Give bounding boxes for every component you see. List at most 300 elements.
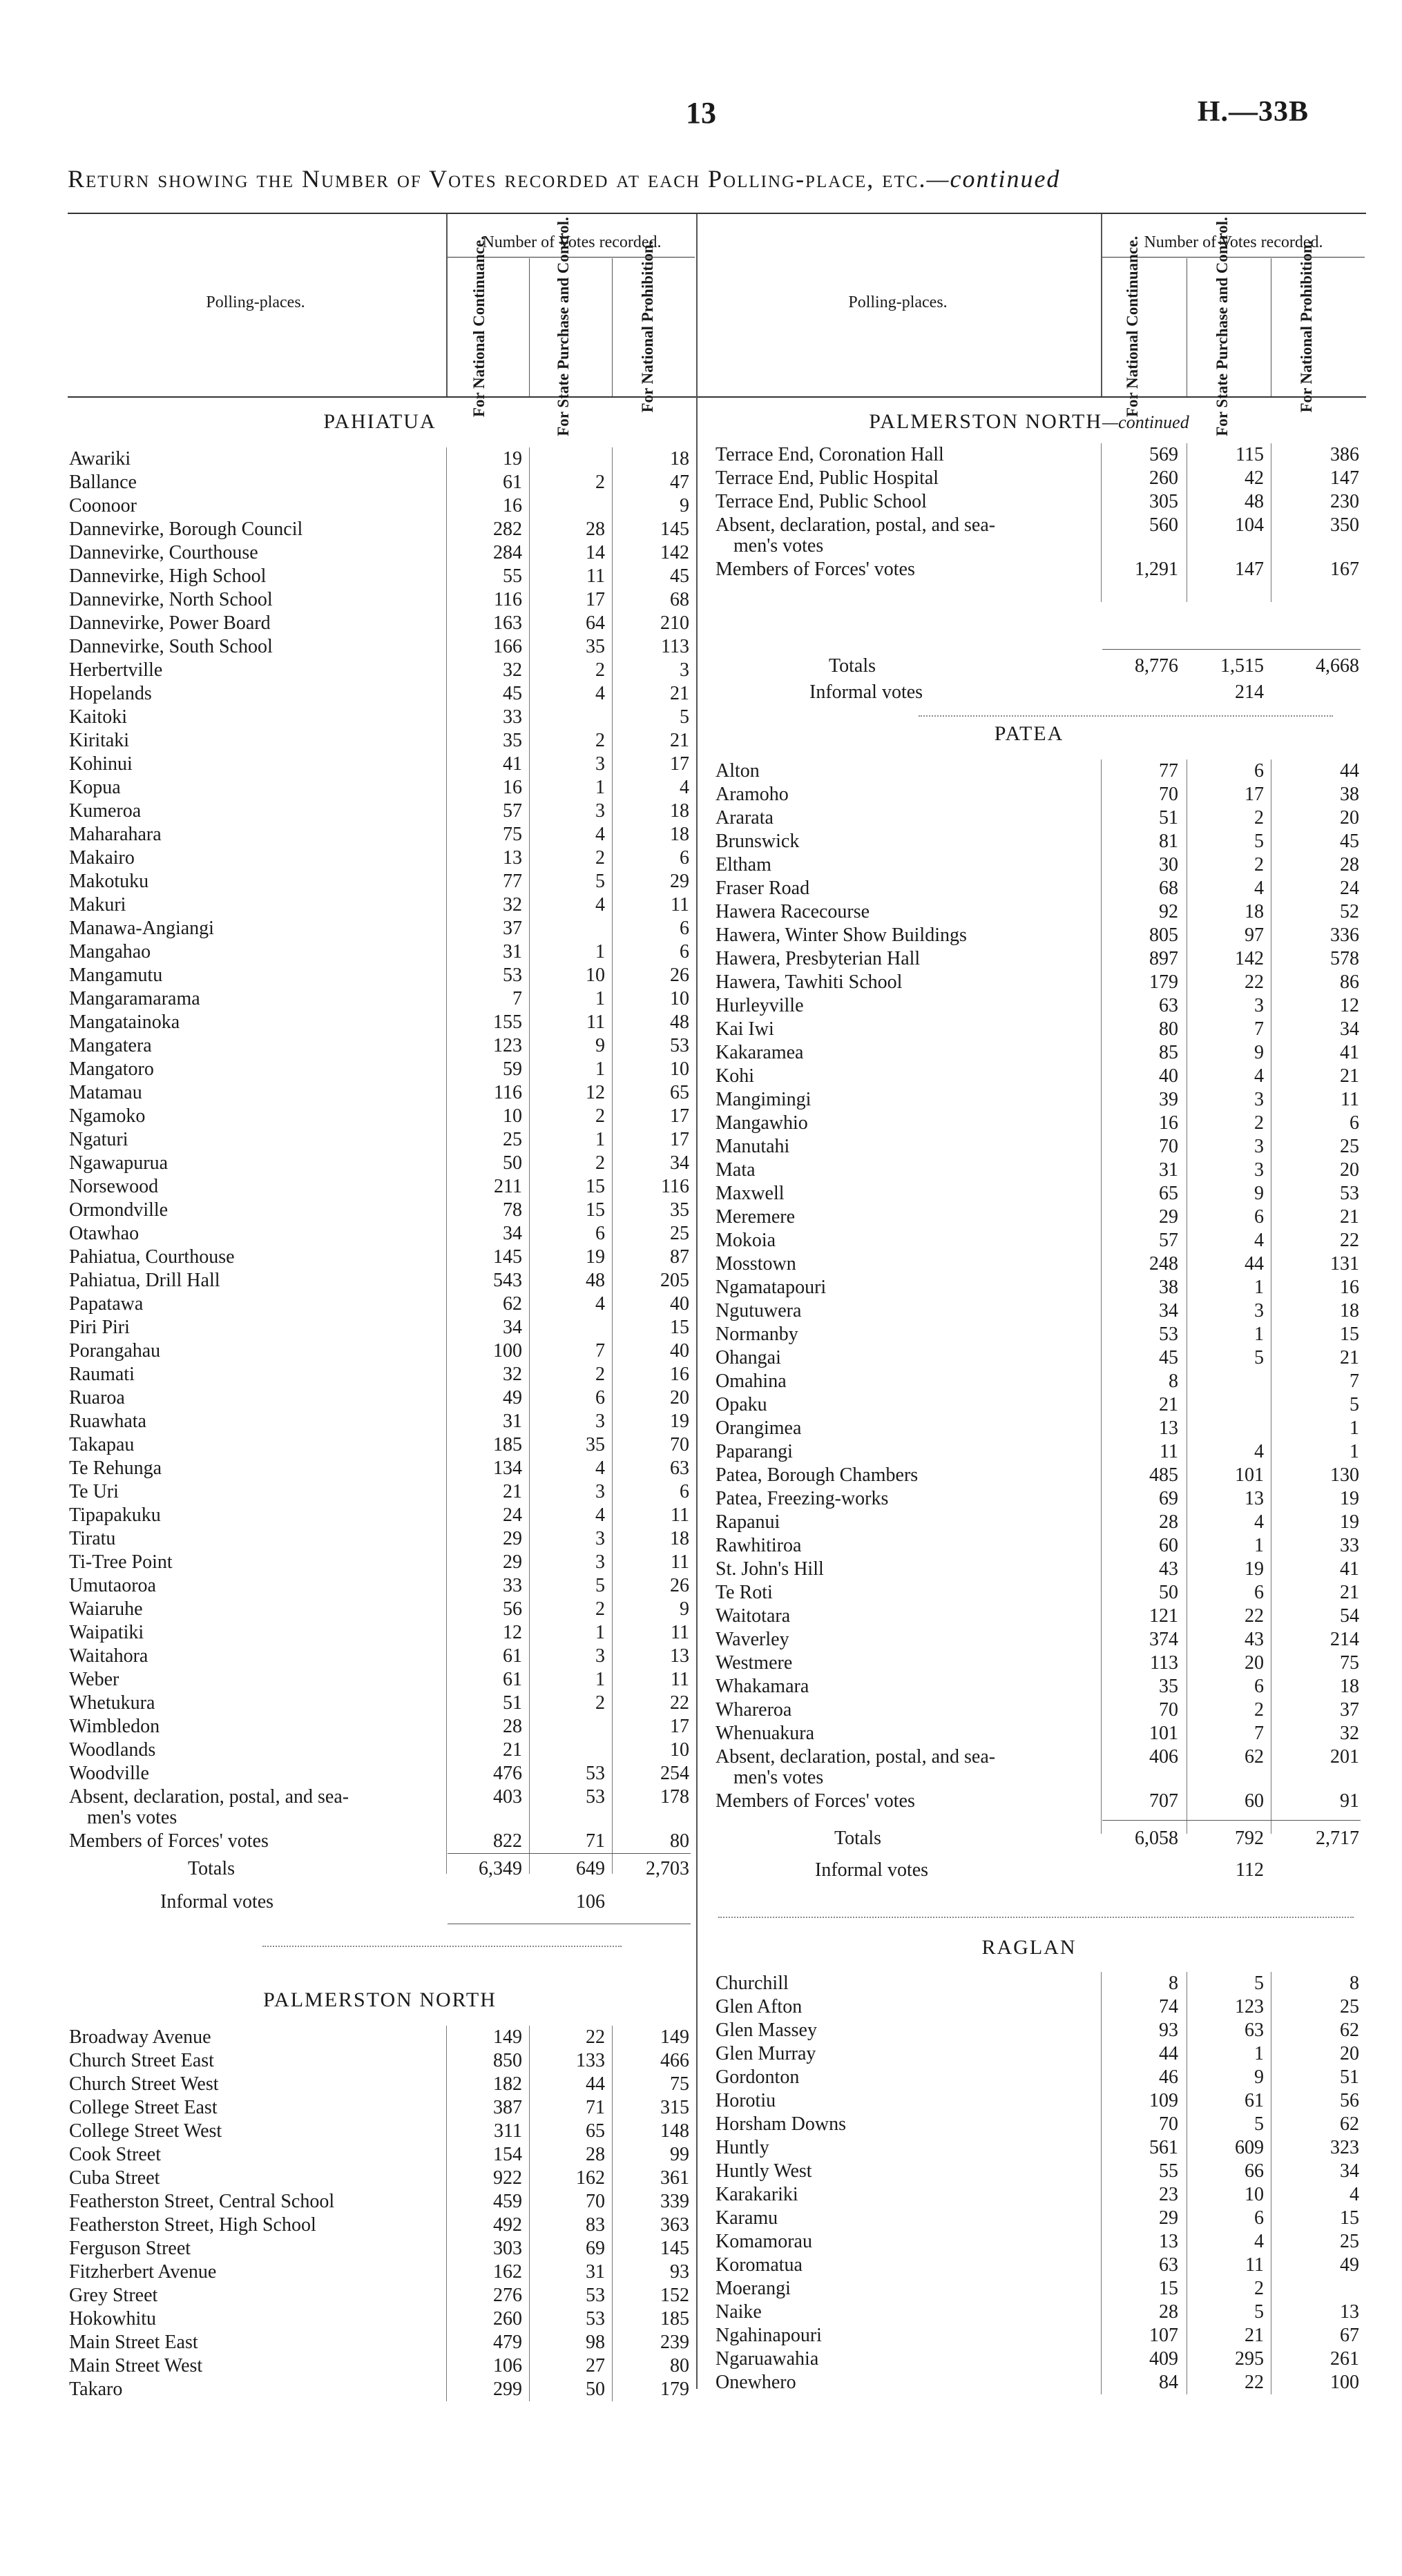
continuance-value: 28 [503,1716,522,1737]
patea-row [716,1229,1365,1252]
pahiatua-row [69,846,691,870]
continuance-value: 65 [1159,1183,1178,1204]
raglan-row [716,2089,1365,2113]
continuance-value: 53 [503,965,522,986]
prohibition-value: 1 [1350,1417,1359,1439]
state-purchase-value: 53 [586,2285,605,2306]
state-purchase-value: 4 [1254,1441,1264,1462]
state-purchase-value: 15 [586,1176,605,1197]
state-purchase-value: 6 [595,1387,605,1408]
prohibition-value: 53 [1340,1183,1359,1204]
patea-row [716,1018,1365,1041]
palmerston-row [69,2307,691,2331]
continuance-value: 30 [1159,854,1178,875]
continuance-value: 1,291 [1135,559,1178,580]
patea-informal-value: 112 [1236,1859,1264,1881]
continuance-value: 11 [1160,1441,1178,1462]
patea-row [716,1299,1365,1323]
prohibition-value: 210 [660,612,689,634]
polling-place-name: Mangimingi [716,1089,812,1110]
document-reference: H.—33B [1197,96,1309,128]
polling-place-name: Otawhao [69,1223,140,1244]
absent-votes-continuation: men's votes [733,1767,824,1788]
prohibition-value: 13 [1340,2301,1359,2323]
continuance-value: 63 [1159,2254,1178,2276]
patea-row [716,1464,1365,1487]
state-purchase-value: 69 [586,2238,605,2259]
polling-place-name: Hawera, Winter Show Buildings [716,924,967,946]
polling-place-name: Dannevirke, Power Board [69,612,271,634]
continuance-value: 55 [503,565,522,587]
pahiatua-row [69,1105,691,1128]
polling-place-name: Manutahi [716,1136,790,1157]
prohibition-value: 19 [1340,1511,1359,1533]
continuance-value: 185 [493,1434,522,1455]
polling-place-name: Te Roti [716,1582,773,1603]
state-purchase-value: 104 [1235,514,1264,536]
prohibition-value: 33 [1340,1535,1359,1556]
prohibition-value: 25 [670,1223,689,1244]
pahiatua-totals-label: Totals [188,1858,236,1879]
continuance-value: 70 [1159,2113,1178,2135]
continuance-value: 43 [1159,1558,1178,1580]
state-purchase-value: 2 [595,1152,605,1174]
polling-place-name: Ferguson Street [69,2238,191,2259]
continuance-value: 476 [493,1763,522,1784]
state-purchase-value: 4 [595,683,605,704]
section-title-palmerston-north-continued [698,410,1361,434]
prohibition-value: 147 [1330,467,1359,489]
pahiatua-row [69,565,691,588]
state-purchase-value: 123 [1235,1996,1264,2017]
continuance-value: 84 [1159,2372,1178,2393]
state-purchase-value: 609 [1235,2137,1264,2158]
section-name: PALMERSTON NORTH [869,410,1103,433]
continuance-value: 70 [1159,1136,1178,1157]
prohibition-value: 10 [670,1739,689,1761]
raglan-row [716,2230,1365,2254]
state-purchase-value: 5 [1254,1347,1264,1368]
continuance-value: 13 [503,847,522,869]
palmerston-row [69,2120,691,2143]
state-purchase-value: 6 [1254,1582,1264,1603]
state-purchase-value: 2 [1254,854,1264,875]
continuance-value: 35 [503,730,522,751]
polling-place-name: Patea, Freezing-works [716,1488,889,1509]
state-purchase-value: 10 [586,965,605,986]
prohibition-value: 25 [1340,2231,1359,2252]
continuance-value: 77 [1159,760,1178,782]
prohibition-value: 261 [1330,2348,1359,2370]
pahiatua-row [69,1433,691,1457]
prohibition-value: 47 [670,472,689,493]
patea-row [716,1159,1365,1182]
prohibition-value: 12 [1340,995,1359,1016]
polling-place-name: Ormondville [69,1199,169,1221]
state-purchase-value: 3 [595,753,605,775]
state-purchase-value: 5 [1254,2301,1264,2323]
prohibition-value: 25 [1340,1136,1359,1157]
patea-row [716,853,1365,877]
prohibition-value: 179 [660,2379,689,2400]
polling-place-name: Ngawapurua [69,1152,169,1174]
continuance-value: 50 [1159,1582,1178,1603]
polling-place-name: Ngaruawahia [716,2348,819,2370]
continuance-value: 707 [1149,1790,1178,1812]
absent-votes-continuation: men's votes [733,535,824,556]
prohibition-value: 254 [660,1763,689,1784]
polling-place-name: Kiritaki [69,730,130,751]
continuance-value: 39 [1159,1089,1178,1110]
polling-place-name: Orangimea [716,1417,802,1439]
continuance-value: 70 [1159,1699,1178,1721]
prohibition-value: 45 [1340,831,1359,852]
prohibition-value: 17 [670,753,689,775]
state-purchase-value: 15 [586,1199,605,1221]
state-purchase-value: 35 [586,636,605,657]
state-purchase-value: 22 [1245,2372,1264,2393]
prohibition-value: 93 [670,2261,689,2283]
continuance-value: 31 [503,941,522,962]
col-header-continuance-right: For National Continuance. [1124,235,1141,418]
polling-place-name: Raumati [69,1364,135,1385]
pahiatua-row [69,447,691,471]
patea-totals-prohibition: 2,717 [1316,1828,1359,1849]
col-header-continuance-left: For National Continuance. [470,235,488,418]
polling-place-name: Ti-Tree Point [69,1551,173,1573]
pahiatua-row [69,1011,691,1034]
polling-place-name: Church Street East [69,2050,214,2071]
polling-place-name: Glen Afton [716,1996,803,2017]
polling-place-name: Kumeroa [69,800,142,822]
prohibition-value: 34 [1340,1018,1359,1040]
patea-row [716,1276,1365,1299]
palmerston-row [69,2143,691,2167]
prohibition-value: 75 [1340,1652,1359,1674]
polling-place-name: St. John's Hill [716,1558,824,1580]
polling-place-name: Awariki [69,448,131,469]
patea-column-rule [1101,759,1102,1834]
polling-place-name: Featherston Street, High School [69,2214,316,2236]
patea-row [716,1628,1365,1652]
patea-row [716,947,1365,971]
continuance-value: 101 [1149,1723,1178,1744]
pahiatua-row [69,1645,691,1668]
polling-place-name: Hurleyville [716,995,804,1016]
continuance-value: 78 [503,1199,522,1221]
polling-place-name: Mangawhio [716,1112,808,1134]
polling-place-name: Terrace End, Public School [716,491,927,512]
prohibition-value: 1 [1350,1441,1359,1462]
polling-place-name: Cook Street [69,2144,161,2165]
col-header-state-purchase-left: For State Purchase and Control. [555,217,572,436]
state-purchase-value: 4 [595,1293,605,1315]
continuance-value: 284 [493,542,522,563]
absent-votes-continuation: men's votes [87,1807,177,1828]
prohibition-value: 18 [670,800,689,822]
prohibition-value: 17 [670,1105,689,1127]
continuance-value: 134 [493,1458,522,1479]
pahiatua-row [69,706,691,729]
prohibition-value: 52 [1340,901,1359,922]
polling-place-name: Ngamatapouri [716,1277,827,1298]
continuance-value: 80 [1159,1018,1178,1040]
polling-place-name: Makotuku [69,871,149,892]
continuance-value: 68 [1159,878,1178,899]
state-purchase-value: 2 [595,847,605,869]
state-purchase-value: 65 [586,2120,605,2142]
state-purchase-value: 31 [586,2261,605,2283]
polling-place-name: Maharahara [69,824,162,845]
prohibition-value: 142 [660,542,689,563]
prohibition-value: 87 [670,1246,689,1268]
state-purchase-value: 3 [1254,1159,1264,1181]
patea-row [716,1790,1365,1813]
polling-place-name: Hopelands [69,683,152,704]
continuance-value: 46 [1159,2066,1178,2088]
polling-place-name: Ngaturi [69,1129,128,1150]
prohibition-value: 70 [670,1434,689,1455]
continuance-value: 107 [1149,2325,1178,2346]
prohibition-value: 26 [670,965,689,986]
patea-row [716,1605,1365,1628]
patea-row [716,877,1365,900]
col-header-prohibition-left: For National Prohibition. [639,240,656,413]
state-purchase-value: 11 [1245,2254,1264,2276]
state-purchase-value: 1 [1254,1277,1264,1298]
polling-place-name: Waiaruhe [69,1598,143,1620]
raglan-row [716,2324,1365,2347]
polling-place-name: Moerangi [716,2278,791,2299]
state-purchase-value: 14 [586,542,605,563]
polling-place-name: Eltham [716,854,771,875]
continuance-value: 8 [1169,1973,1178,1994]
continuance-value: 403 [493,1786,522,1808]
prohibition-value: 100 [1330,2372,1359,2393]
state-purchase-value: 19 [586,1246,605,1268]
continuance-value: 299 [493,2379,522,2400]
raglan-row [716,2136,1365,2160]
prohibition-value: 116 [661,1176,689,1197]
pahiatua-totals-continuance: 6,349 [479,1858,522,1879]
state-purchase-value: 13 [1245,1488,1264,1509]
state-purchase-value: 48 [1245,491,1264,512]
state-purchase-value: 62 [1245,1746,1264,1768]
polling-place-name: Ngamoko [69,1105,146,1127]
prohibition-value: 3 [680,659,689,681]
votes-recorded-header-right: Number of Votes recorded. [1144,233,1323,251]
polling-place-name: Fraser Road [716,878,810,899]
state-purchase-value: 50 [586,2379,605,2400]
continuance-value: 60 [1159,1535,1178,1556]
state-purchase-value: 44 [1245,1253,1264,1275]
prohibition-value: 44 [1340,760,1359,782]
continuance-value: 276 [493,2285,522,2306]
continuance-value: 16 [503,777,522,798]
raglan-row [716,2207,1365,2230]
pahiatua-row [69,917,691,940]
state-purchase-value: 4 [595,824,605,845]
continuance-value: 16 [503,495,522,516]
pahiatua-row [69,1480,691,1504]
prohibition-value: 51 [1340,2066,1359,2088]
prohibition-value: 40 [670,1293,689,1315]
prohibition-value: 21 [1340,1206,1359,1228]
pahiatua-totals-prohibition: 2,703 [646,1858,689,1879]
votes-recorded-header-left: Number of Votes recorded. [482,233,662,251]
prohibition-value: 80 [670,1830,689,1852]
pahiatua-row [69,1739,691,1762]
continuance-value: 10 [503,1105,522,1127]
polling-place-name: Takaro [69,2379,123,2400]
state-purchase-value: 19 [1245,1558,1264,1580]
prohibition-value: 68 [670,589,689,610]
prohibition-value: 53 [670,1035,689,1056]
prohibition-value: 15 [1340,2207,1359,2229]
patea-row [716,1182,1365,1205]
continuance-value: 75 [503,824,522,845]
polling-place-name: Woodlands [69,1739,156,1761]
state-purchase-value: 2 [595,472,605,493]
patea-row [716,1252,1365,1276]
pahiatua-row [69,588,691,612]
polling-place-name: Maxwell [716,1183,785,1204]
pahiatua-row [69,1386,691,1410]
patea-totals-state-purchase: 792 [1235,1828,1264,1849]
prohibition-value: 80 [670,2355,689,2376]
continuance-value: 850 [493,2050,522,2071]
prohibition-value: 21 [1340,1582,1359,1603]
state-purchase-value: 2 [595,1105,605,1127]
state-purchase-value: 1 [595,1669,605,1690]
state-purchase-value: 4 [1254,1065,1264,1087]
polling-place-name: Mangatainoka [69,1011,180,1033]
raglan-row [716,2371,1365,2394]
state-purchase-value: 2 [595,1692,605,1714]
polling-place-name: Patea, Borough Chambers [716,1464,919,1486]
state-purchase-value: 6 [1254,2207,1264,2229]
polling-place-name: Ohangai [716,1347,781,1368]
pahiatua-row [69,494,691,518]
prohibition-value: 6 [680,847,689,869]
continuance-value: 822 [493,1830,522,1852]
continuance-value: 69 [1159,1488,1178,1509]
continuance-value: 21 [503,1481,522,1502]
polling-place-name: Paparangi [716,1441,793,1462]
state-purchase-value: 2 [595,1364,605,1385]
raglan-row [716,2277,1365,2301]
palmerston-row [69,2026,691,2049]
state-purchase-value: 2 [595,730,605,751]
continuance-value: 145 [493,1246,522,1268]
prohibition-value: 130 [1330,1464,1359,1486]
continuance-value: 406 [1149,1746,1178,1768]
polling-place-name: Normanby [716,1324,798,1345]
patea-totals-continuance: 6,058 [1135,1828,1178,1849]
continuance-value: 15 [1159,2278,1178,2299]
state-purchase-value: 42 [1245,467,1264,489]
polling-place-name: Westmere [716,1652,793,1674]
polling-place-name: Members of Forces' votes [69,1830,269,1852]
prohibition-value: 34 [1340,2160,1359,2182]
polling-place-name: Mata [716,1159,756,1181]
state-purchase-value: 60 [1245,1790,1264,1812]
polling-place-name: Brunswick [716,831,800,852]
pahiatua-row [69,1339,691,1363]
polling-place-name: Koromatua [716,2254,803,2276]
continuance-value: 179 [1149,971,1178,993]
state-purchase-value: 101 [1235,1464,1264,1486]
continuance-value: 16 [1159,1112,1178,1134]
palmerston_cont-column-rule [1101,443,1102,602]
state-purchase-value: 2 [1254,1699,1264,1721]
pahiatua-row [69,1598,691,1621]
continuance-value: 805 [1149,924,1178,946]
state-purchase-value: 6 [1254,760,1264,782]
polling-place-name: Norsewood [69,1176,159,1197]
continuance-value: 543 [493,1270,522,1291]
continuance-value: 8 [1169,1371,1178,1392]
polling-place-name: Meremere [716,1206,796,1228]
polling-place-name: Mangamutu [69,965,163,986]
prohibition-value: 145 [660,2238,689,2259]
state-purchase-value: 3 [595,1645,605,1667]
raglan-row [716,2066,1365,2089]
state-purchase-value: 7 [1254,1018,1264,1040]
state-purchase-value: 53 [586,2308,605,2330]
prohibition-value: 17 [670,1716,689,1737]
prohibition-value: 15 [670,1317,689,1338]
polling-place-name: College Street West [69,2120,222,2142]
state-purchase-value: 4 [1254,1230,1264,1251]
pahiatua-row [69,682,691,706]
section-title-palmerston-north: PALMERSTON NORTH [263,1988,497,2011]
patea-row [716,1652,1365,1675]
polling-place-name: Umutaoroa [69,1575,156,1596]
prohibition-value: 22 [1340,1230,1359,1251]
continuance-value: 21 [1159,1394,1178,1415]
palmerston_cont-row [716,443,1365,467]
header-bottom-rule [68,396,1366,398]
continuance-value: 303 [493,2238,522,2259]
continuance-value: 479 [493,2332,522,2353]
state-purchase-value: 17 [586,589,605,610]
continuance-value: 897 [1149,948,1178,969]
state-purchase-value: 5 [1254,831,1264,852]
prohibition-value: 17 [670,1129,689,1150]
continuance-value: 155 [493,1011,522,1033]
state-purchase-value: 22 [586,2026,605,2048]
polling-place-name: Whareroa [716,1699,792,1721]
pahiatua-row [69,1692,691,1715]
continuance-value: 57 [1159,1230,1178,1251]
palmerston-row [69,2214,691,2237]
patea-row [716,971,1365,994]
state-purchase-value: 1 [1254,2043,1264,2064]
prohibition-value: 91 [1340,1790,1359,1812]
prohibition-value: 67 [1340,2325,1359,2346]
state-purchase-value: 9 [595,1035,605,1056]
polling-place-name: Ruaroa [69,1387,125,1408]
continuance-value: 7 [512,988,522,1009]
state-purchase-value: 11 [586,1011,605,1033]
prohibition-value: 65 [670,1082,689,1103]
polling-place-name: Whakamara [716,1676,809,1697]
continuance-value: 409 [1149,2348,1178,2370]
state-purchase-value: 9 [1254,1183,1264,1204]
pahiatua-row [69,964,691,987]
prohibition-value: 149 [660,2026,689,2048]
